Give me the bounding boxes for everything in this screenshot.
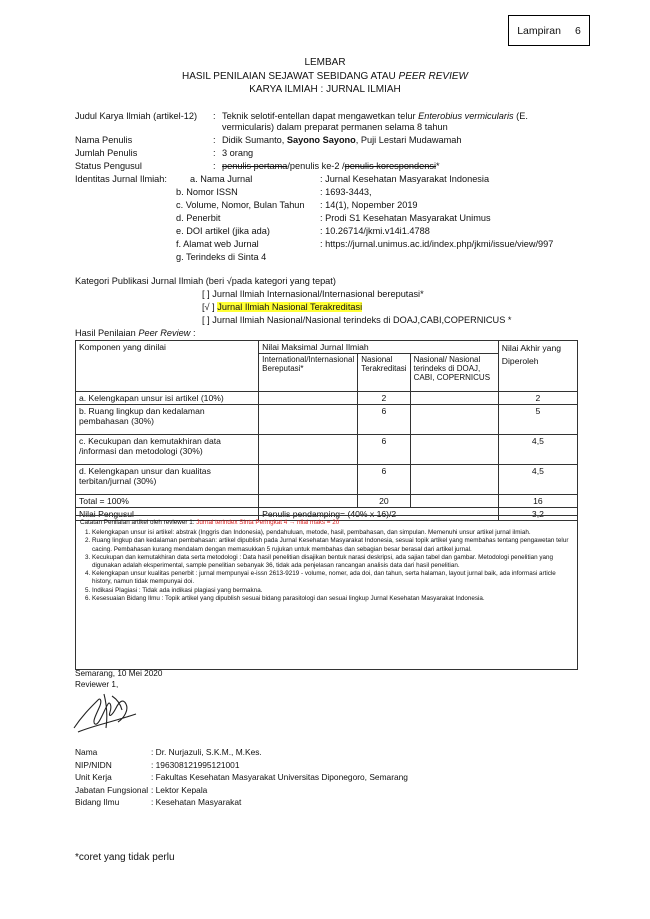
penulis-label: Nama Penulis (75, 135, 133, 145)
identitas-item-value: : Jurnal Kesehatan Masyarakat Indonesia (320, 174, 490, 184)
score-cell-akhir: 5 (498, 405, 577, 435)
title-line2: HASIL PENILAIAN SEJAWAT SEBIDANG ATAU PEER REVIEW (181, 71, 468, 82)
score-cell-nas2 (410, 465, 498, 495)
header-nasional-indeks: Nasional/ Nasional terindeks di DOAJ, CABI, COPERNICUS (410, 354, 498, 392)
lampiran-label: Lampiran (517, 24, 561, 37)
identitas-item-label: d. Penerbit (176, 213, 221, 223)
identitas-item (0, 252, 650, 264)
score-cell-k: b. Ruang lingkup dan kedalaman pembahasan (30%) (76, 405, 259, 435)
identitas-item-value: : 14(1), Nopember 2019 (320, 200, 418, 210)
kategori-option-2[interactable]: [√ ] Jurnal Ilmiah Nasional Terakreditasi (202, 302, 363, 312)
signature-value: : Dr. Nurjazuli, S.K.M., M.Kes. (151, 747, 262, 757)
score-row (76, 465, 578, 495)
pengusul-value: 3,2 (498, 508, 577, 521)
identitas-item (0, 187, 650, 199)
title-line3: KARYA ILMIAH : JURNAL ILMIAH (249, 84, 401, 95)
score-cell-int (259, 435, 358, 465)
signature-value: : Fakultas Kesehatan Masyarakat Universitas Diponegoro, Semarang (151, 772, 408, 782)
total-row (76, 495, 578, 508)
notes-list (80, 529, 573, 603)
identitas-item-label: c. Volume, Nomor, Bulan Tahun (176, 200, 305, 210)
identitas-item (0, 174, 650, 186)
score-row (76, 392, 578, 405)
identitas-item-label: b. Nomor ISSN (176, 187, 238, 197)
signature-label: Bidang Ilmu (75, 797, 120, 807)
header-nasional: Nasional Terakreditasi (358, 354, 410, 392)
score-cell-int (259, 405, 358, 435)
identitas-item-label: a. Nama Jurnal (190, 174, 253, 184)
score-cell-akhir: 4,5 (498, 435, 577, 465)
jumlah-row: Jumlah Penulis : 3 orang (75, 148, 254, 158)
note-item: 2. Ruang lingkup dan kedalaman pembahasan: artikel dipublish pada Jurnal Kesehatan Masyarakat Indonesia, sesuai topik artikel yang membahas tentang pengawetan telur cacing. Pembahasan kurang mendalam dengan memasukkan 5 rujukan untuk membahas dan sebagian besar berasal dari artikel jurnal. (92, 537, 573, 553)
signature-image (68, 688, 148, 736)
score-cell-nas: 6 (358, 435, 410, 465)
signature-label: Unit Kerja (75, 772, 112, 782)
signature-value: : 196308121995121001 (151, 759, 240, 770)
score-cell-nas: 6 (358, 465, 410, 495)
penulis-value: Didik Sumanto, Sayono Sayono, Puji Lestari Mudawamah (222, 135, 462, 145)
pengusul-label: Nilai Pengusul (76, 508, 259, 521)
judul-label: Judul Karya Ilmiah (artikel-12) (75, 111, 198, 121)
penulis-row: Nama Penulis : Didik Sumanto, Sayono Sayono, Puji Lestari Mudawamah (75, 135, 462, 145)
score-cell-nas: 2 (358, 392, 410, 405)
notes-heading: Catatan Penilaian artikel oleh reviewer 1: Jurnal terindex Sinta Peringkat 4 → nilai maks = 20 (80, 519, 340, 526)
place-date: Semarang, 10 Mei 2020 (75, 669, 163, 678)
score-cell-akhir: 2 (498, 392, 577, 405)
identitas-item-value: : https://jurnal.unimus.ac.id/index.php/jkmi/issue/view/997 (320, 239, 554, 249)
status-label: Status Pengusul (75, 161, 142, 171)
identitas-item-label: f. Alamat web Jurnal (176, 239, 259, 249)
status-row: Status Pengusul : penulis pertama/penulis ke-2 /penulis korespondensi* (75, 161, 440, 171)
note-item: 5. Indikasi Plagiasi : Tidak ada indikasi plagiasi yang bermakna. (92, 587, 573, 595)
identitas-item-value: : 10.26714/jkmi.v14i1.4788 (320, 226, 430, 236)
score-cell-nas: 6 (358, 405, 410, 435)
identitas-item-value: : 1693-3443, (320, 187, 372, 197)
total-label: Total = 100% (76, 495, 259, 508)
score-cell-nas2 (410, 435, 498, 465)
jumlah-value: 3 orang (222, 148, 254, 158)
score-row (76, 405, 578, 435)
signature-label: Nama (75, 747, 98, 757)
signature-row (0, 747, 650, 759)
signature-label: Jabatan Fungsional (75, 784, 149, 795)
identitas-item (0, 239, 650, 251)
score-cell-nas2 (410, 405, 498, 435)
note-item: 6. Kesesuaian Bidang Ilmu : Topik artikel yang dipublish sesuai bidang parasitologi dan sesuai lingkup Jurnal Kesehatan Masyarakat Indonesia. (92, 595, 573, 603)
footnote: *coret yang tidak perlu (75, 852, 175, 863)
score-cell-k: a. Kelengkapan unsur isi artikel (10%) (76, 392, 259, 405)
score-cell-k: c. Kecukupan dan kemutakhiran data /informasi dan metodologi (30%) (76, 435, 259, 465)
score-cell-int (259, 465, 358, 495)
kategori-option-3[interactable]: [ ] Jurnal Ilmiah Nasional/Nasional terindeks di DOAJ,CABI,COPERNICUS * (202, 315, 512, 325)
header-nilai-maks: Nilai Maksimal Jurnal Ilmiah (259, 341, 499, 354)
signature-row (0, 760, 650, 772)
identitas-item-label: g. Terindeks di Sinta 4 (176, 252, 267, 262)
header-internasional: International/Internasional Bereputasi* (259, 354, 358, 392)
score-table (75, 340, 578, 521)
signature-row (0, 797, 650, 809)
judul-value: Teknik selotif-entellan dapat mengawetkan telur Enterobius vermicularis (E. (222, 111, 528, 121)
lampiran-box (508, 15, 590, 46)
reviewer-label: Reviewer 1, (75, 680, 119, 689)
signature-value: : Lektor Kepala (151, 784, 208, 795)
header-komponen: Komponen yang dinilai (76, 341, 259, 392)
status-value: penulis pertama/penulis ke-2 /penulis korespondensi* (222, 161, 440, 171)
kategori-option-1[interactable]: [ ] Jurnal Ilmiah Internasional/Internasional bereputasi* (202, 289, 424, 299)
pengusul-calc: Penulis pendamping= (40% x 16)/2 (259, 508, 499, 521)
total-akhir: 16 (498, 495, 577, 508)
signature-row (0, 785, 650, 797)
lampiran-number: 6 (574, 24, 581, 37)
identitas-item (0, 226, 650, 238)
identitas-item-label: e. DOI artikel (jika ada) (176, 226, 270, 236)
score-row (76, 435, 578, 465)
judul-value-line2: vermicularis) dalam preparat permanen selama 8 tahun (222, 122, 448, 132)
header-nilai-akhir: Nilai Akhir yang Diperoleh (498, 341, 577, 392)
score-cell-akhir: 4,5 (498, 465, 577, 495)
total-nasional: 20 (358, 495, 410, 508)
identitas-label: Identitas Jurnal Ilmiah: (75, 174, 167, 184)
identitas-item-value: : Prodi S1 Kesehatan Masyarakat Unimus (320, 213, 491, 223)
identitas-item (0, 213, 650, 225)
signature-row (0, 772, 650, 784)
kategori-heading: Kategori Publikasi Jurnal Ilmiah (beri √pada kategori yang tepat) (75, 276, 336, 286)
identitas-item (0, 200, 650, 212)
signature-value: : Kesehatan Masyarakat (151, 797, 242, 807)
note-item: 1. Kelengkapan unsur isi artikel: abstrak (Inggris dan Indonesia), pendahuluan, metode, hasil, pembahasan, dan simpulan. Memenuhi unsur artikel jurnal ilmiah. (92, 529, 573, 537)
signature-label: NIP/NIDN (75, 759, 112, 770)
reviewer-notes (75, 515, 578, 670)
hasil-label: Hasil Penilaian Peer Review : (75, 328, 196, 338)
jumlah-label: Jumlah Penulis (75, 148, 138, 158)
note-item: 4. Kelengkapan unsur kualitas penerbit : jurnal mempunyai e-issn 2613-9219 - volume, nomer, ada doi, dan tahun, serta halaman, layout jurnal baik, ada informasi article history, namun tidak mempunyai doi. (92, 570, 573, 586)
score-cell-nas2 (410, 392, 498, 405)
judul-row: Judul Karya Ilmiah (artikel-12) : Teknik selotif-entellan dapat mengawetkan telur Enterobius vermicularis (E. (75, 111, 528, 121)
title-line1: LEMBAR (304, 57, 346, 68)
score-cell-k: d. Kelengkapan unsur dan kualitas terbitan/jurnal (30%) (76, 465, 259, 495)
note-item: 3. Kecukupan dan kemutakhiran data serta metodologi : Data hasil penelitian disajikan bentuk narasi deskripsi, ada sajian tabel dan gambar. Metodologi penelitian yang digunakan adalah eksperimental, sample penelitian sebanyak 36, tidak ada penjelasan rancangan analisis data dari hasil penelitian. (92, 554, 573, 570)
score-cell-int (259, 392, 358, 405)
